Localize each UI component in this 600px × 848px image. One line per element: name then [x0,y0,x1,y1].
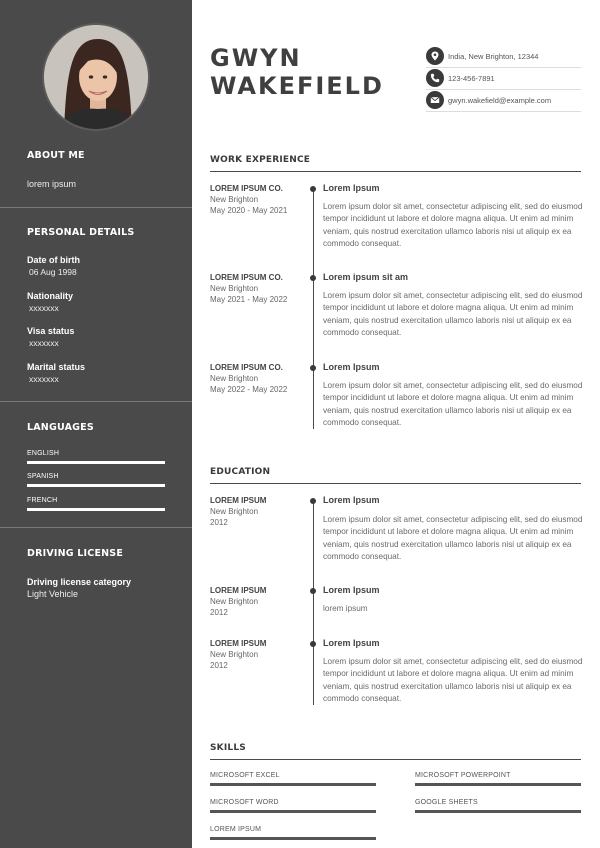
work-org: LOREM IPSUM CO. [210,273,283,282]
sidebar-divider [0,207,192,208]
contact-divider [426,111,581,112]
work-org: LOREM IPSUM CO. [210,184,283,193]
contact-phone: 123-456-7891 [448,74,495,83]
work-timeline [313,188,314,429]
skills-heading: SKILLS [210,743,246,753]
education-heading: EDUCATION [210,467,271,477]
education-timeline [313,500,314,705]
education-dates: 2012 [210,518,228,527]
work-dates: May 2022 - May 2022 [210,385,288,394]
skill-lorem-ipsum: LOREM IPSUM [210,826,262,833]
education-description: Lorem ipsum dolor sit amet, consectetur adipiscing elit, sed do eiusmod tempor incididunt ut labore et dolore magna aliqua. Ut enim ad minim veniam, quis nostrud exercitation ullamco laboris nisi ut aliquip ex ea commodo consequat. [323,515,583,562]
education-dates: 2012 [210,661,228,670]
contact-divider [426,89,581,90]
work-location: New Brighton [210,374,259,383]
education-location: New Brighton [210,507,259,516]
work-org: LOREM IPSUM CO. [210,363,283,372]
dob-label: Date of birth [27,255,80,265]
work-description: Lorem ipsum dolor sit amet, consectetur adipiscing elit, sed do eiusmod tempor incididunt ut labore et dolore magna aliqua. Ut enim ad minim veniam, quis nostrud exercitation ullamco laboris nisi ut aliquip ex ea commodo consequat. [323,202,583,249]
about-text: lorem ipsum [27,179,77,189]
about-heading: ABOUT ME [27,150,85,161]
skill-word: MICROSOFT WORD [210,799,279,806]
last-name: WAKEFIELD [210,72,384,100]
phone-icon [426,69,444,87]
education-title: Lorem Ipsum [323,638,380,648]
education-title: Lorem Ipsum [323,495,380,505]
work-location: New Brighton [210,284,259,293]
nationality-value: xxxxxxx [29,303,59,313]
contact-address: India, New Brighton, 12344 [448,52,539,61]
dob-value: 06 Aug 1998 [29,267,77,277]
work-description: Lorem ipsum dolor sit amet, consectetur adipiscing elit, sed do eiusmod tempor incididunt ut labore et dolore magna aliqua. Ut enim ad minim veniam, quis nostrud exercitation ullamco laboris nisi ut aliquip ex ea commodo consequat. [323,381,583,428]
driving-value: Light Vehicle [27,589,79,599]
skill-bar-word [210,810,376,813]
education-org: LOREM IPSUM [210,496,267,505]
language-english: ENGLISH [27,450,60,457]
education-location: New Brighton [210,650,259,659]
education-title: Lorem Ipsum [323,585,380,595]
first-name: GWYN [210,44,302,72]
work-heading: WORK EXPERIENCE [210,155,311,165]
education-dates: 2012 [210,608,228,617]
driving-heading: DRIVING LICENSE [27,548,124,559]
work-dates: May 2021 - May 2022 [210,295,288,304]
work-dates: May 2020 - May 2021 [210,206,288,215]
language-bar-spanish [27,484,165,487]
education-description: lorem ipsum [323,604,368,613]
language-bar-english [27,461,165,464]
education-location: New Brighton [210,597,259,606]
languages-heading: LANGUAGES [27,422,94,433]
work-location: New Brighton [210,195,259,204]
sidebar-divider [0,527,192,528]
timeline-dot [310,498,316,504]
nationality-label: Nationality [27,291,74,301]
work-title: Lorem Ipsum [323,362,380,372]
skill-bar-powerpoint [415,783,581,786]
sidebar-divider [0,401,192,402]
language-french: FRENCH [27,497,58,504]
language-bar-french [27,508,165,511]
skill-bar-lorem-ipsum [210,837,376,840]
skill-bar-excel [210,783,376,786]
section-rule [210,759,581,760]
contact-divider [426,67,581,68]
skill-excel: MICROSOFT EXCEL [210,772,280,779]
marital-label: Marital status [27,362,86,372]
timeline-dot [310,641,316,647]
contact-email[interactable]: gwyn.wakefield@example.com [448,96,552,105]
timeline-dot [310,365,316,371]
work-description: Lorem ipsum dolor sit amet, consectetur adipiscing elit, sed do eiusmod tempor incididunt ut labore et dolore magna aliqua. Ut enim ad minim veniam, quis nostrud exercitation ullamco laboris nisi ut aliquip ex ea commodo consequat. [323,291,583,338]
timeline-dot [310,186,316,192]
education-org: LOREM IPSUM [210,586,267,595]
skill-powerpoint: MICROSOFT POWERPOINT [415,772,511,779]
marital-value: xxxxxxx [29,374,59,384]
personal-heading: PERSONAL DETAILS [27,227,135,238]
education-description: Lorem ipsum dolor sit amet, consectetur adipiscing elit, sed do eiusmod tempor incididunt ut labore et dolore magna aliqua. Ut enim ad minim veniam, quis nostrud exercitation ullamco laboris nisi ut aliquip ex ea commodo consequat. [323,657,583,704]
section-rule [210,171,581,172]
skill-bar-google-sheets [415,810,581,813]
location-pin-icon [426,47,444,65]
skill-google-sheets: GOOGLE SHEETS [415,799,478,806]
work-title: Lorem ipsum sit am [323,272,409,282]
profile-photo-image [44,25,150,131]
work-title: Lorem Ipsum [323,183,380,193]
driving-label: Driving license category [27,577,132,587]
sidebar [0,0,192,848]
visa-label: Visa status [27,326,75,336]
language-spanish: SPANISH [27,473,59,480]
envelope-icon [426,91,444,109]
timeline-dot [310,275,316,281]
education-org: LOREM IPSUM [210,639,267,648]
timeline-dot [310,588,316,594]
profile-photo [42,23,150,131]
visa-value: xxxxxxx [29,338,59,348]
section-rule [210,483,581,484]
